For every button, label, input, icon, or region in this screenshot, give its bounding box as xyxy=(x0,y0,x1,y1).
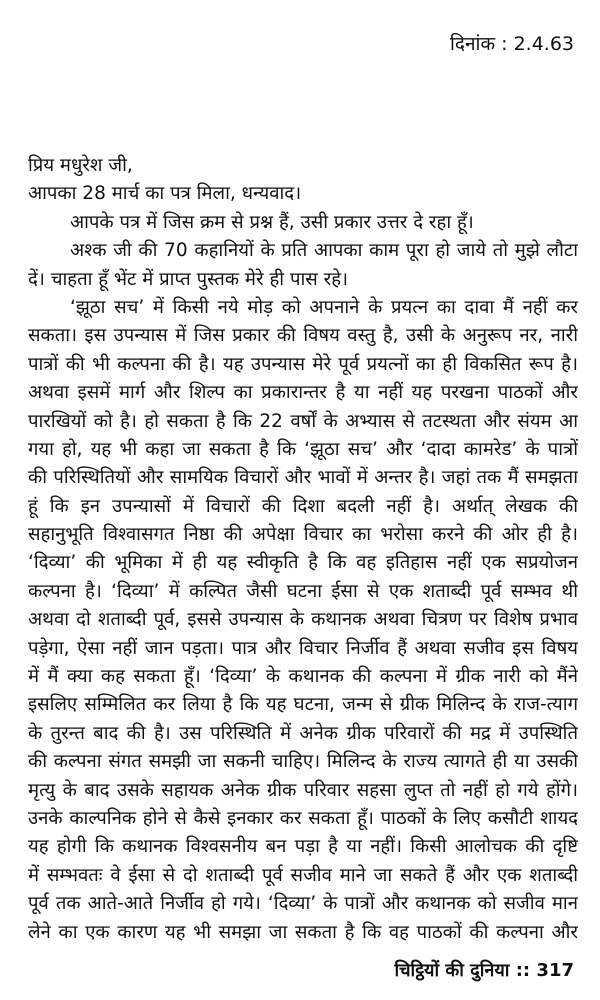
text-line: पारखियों को है। हो सकता है कि 22 वर्षों के अभ्यास से तटस्थता और संयम आ xyxy=(28,410,578,432)
text-line: में सम्भवतः वे ईसा से दो शताब्दी पूर्व सजीव माने जा सकते हैं और एक शताब्दी xyxy=(28,864,578,886)
text-line: दें। चाहता हूँ भेंट में प्राप्त पुस्तक मेरे ही पास रहे। xyxy=(28,268,349,290)
text-line: पात्रों की भी कल्पना की है। यह उपन्यास मेरे पूर्व प्रयत्नों का ही विकसित रूप है। xyxy=(28,353,578,375)
letter-body xyxy=(28,152,578,947)
date-value: 2.4.63 xyxy=(513,33,574,55)
text-line: लेने का एक कारण यह भी समझा जा सकता है कि वह पाठकों की कल्पना और xyxy=(28,921,578,943)
text-line: प्रिय मधुरेश जी, xyxy=(28,155,133,176)
date-label: दिनांक xyxy=(449,33,496,55)
text-line: इसलिए सम्मिलित कर लिया है कि यह घटना, जन्म से ग्रीक मिलिन्द के राज-त्याग xyxy=(28,694,578,716)
date-separator: : xyxy=(501,33,508,55)
footer-separator: :: xyxy=(515,960,531,981)
text-line: अथवा इसमें मार्ग और शिल्प का प्रकारान्तर है या नहीं यह परखना पाठकों और xyxy=(28,382,578,404)
text-line: अथवा दो शताब्दी पूर्व, इससे उपन्यास के कथानक अथवा चित्रण पर विशेष प्रभाव xyxy=(28,609,578,631)
text-line: उनके काल्पनिक होने से कैसे इनकार कर सकता हूँ। पाठकों के लिए कसौटी शायद xyxy=(28,807,578,829)
text-line: ‘झूठा सच’ में किसी नये मोड़ को अपनाने के प्रयत्न का दावा मैं नहीं कर xyxy=(70,296,578,318)
text-line: हूं कि इन उपन्यासों में विचारों की दिशा बदली नहीं है। अर्थात् लेखक की xyxy=(28,495,578,517)
text-line: में मैं क्या कह सकता हूँ। ‘दिव्या’ के कथानक की कल्पना में ग्रीक नारी को मैंने xyxy=(28,666,578,688)
book-title: चिट्ठियों की दुनिया xyxy=(394,960,510,981)
text-line: पूर्व तक आते-आते निर्जीव हो गये। ‘दिव्या’ के पात्रों और कथानक को सजीव मान xyxy=(28,893,578,915)
text-line: के तुरन्त बाद की है। उस परिस्थिति में अनेक ग्रीक परिवारों की मद्र में उपस्थिति xyxy=(28,722,578,744)
text-line: पड़ेगा, ऐसा नहीं जान पड़ता। पात्र और विचार निर्जीव हैं अथवा सजीव इस विषय xyxy=(28,637,578,659)
text-line: की परिस्थितियों और सामयिक विचारों और भावों में अन्तर है। जहां तक मैं समझता xyxy=(28,467,578,489)
text-line: यह होगी कि कथानक विश्वसनीय बन पड़ा है या नहीं। किसी आलोचक की दृष्टि xyxy=(28,836,578,858)
letter-date xyxy=(450,30,574,56)
text-line: मृत्यु के बाद उसके सहायक अनेक ग्रीक परिवार सहसा लुप्त तो नहीं हो गये होंगे। xyxy=(28,779,578,801)
page-footer xyxy=(394,958,574,982)
page-number: 317 xyxy=(536,960,574,981)
text-line: आपका 28 मार्च का पत्र मिला, धन्यवाद। xyxy=(28,183,302,205)
text-line: अश्क जी की 70 कहानियों के प्रति आपका काम पूरा हो जाये तो मुझे लौटा xyxy=(70,240,578,262)
text-line: ‘दिव्या’ की भूमिका में ही यह स्वीकृति है कि वह इतिहास नहीं एक सप्रयोजन xyxy=(28,552,578,574)
text-line: कल्पना है। ‘दिव्या’ में कल्पित जैसी घटना ईसा से एक शताब्दी पूर्व सम्भव थी xyxy=(28,580,578,602)
text-line: सकता। इस उपन्यास में जिस प्रकार की विषय वस्तु है, उसी के अनुरूप नर, नारी xyxy=(28,325,578,347)
text-line: सहानुभूति विश्वासगत निष्ठा की अपेक्षा विचार का भरोसा करने की ओर ही है। xyxy=(28,524,578,546)
text-line: आपके पत्र में जिस क्रम से प्रश्न हैं, उसी प्रकार उत्तर दे रहा हूँ। xyxy=(70,211,474,233)
text-line: गया हो, यह भी कहा जा सकता है कि ‘झूठा सच’ और ‘दादा कामरेड’ के पात्रों xyxy=(28,438,578,460)
text-line: की कल्पना संगत समझी जा सकनी चाहिए। मिलिन्द के राज्य त्यागते ही या उसकी xyxy=(28,751,578,773)
